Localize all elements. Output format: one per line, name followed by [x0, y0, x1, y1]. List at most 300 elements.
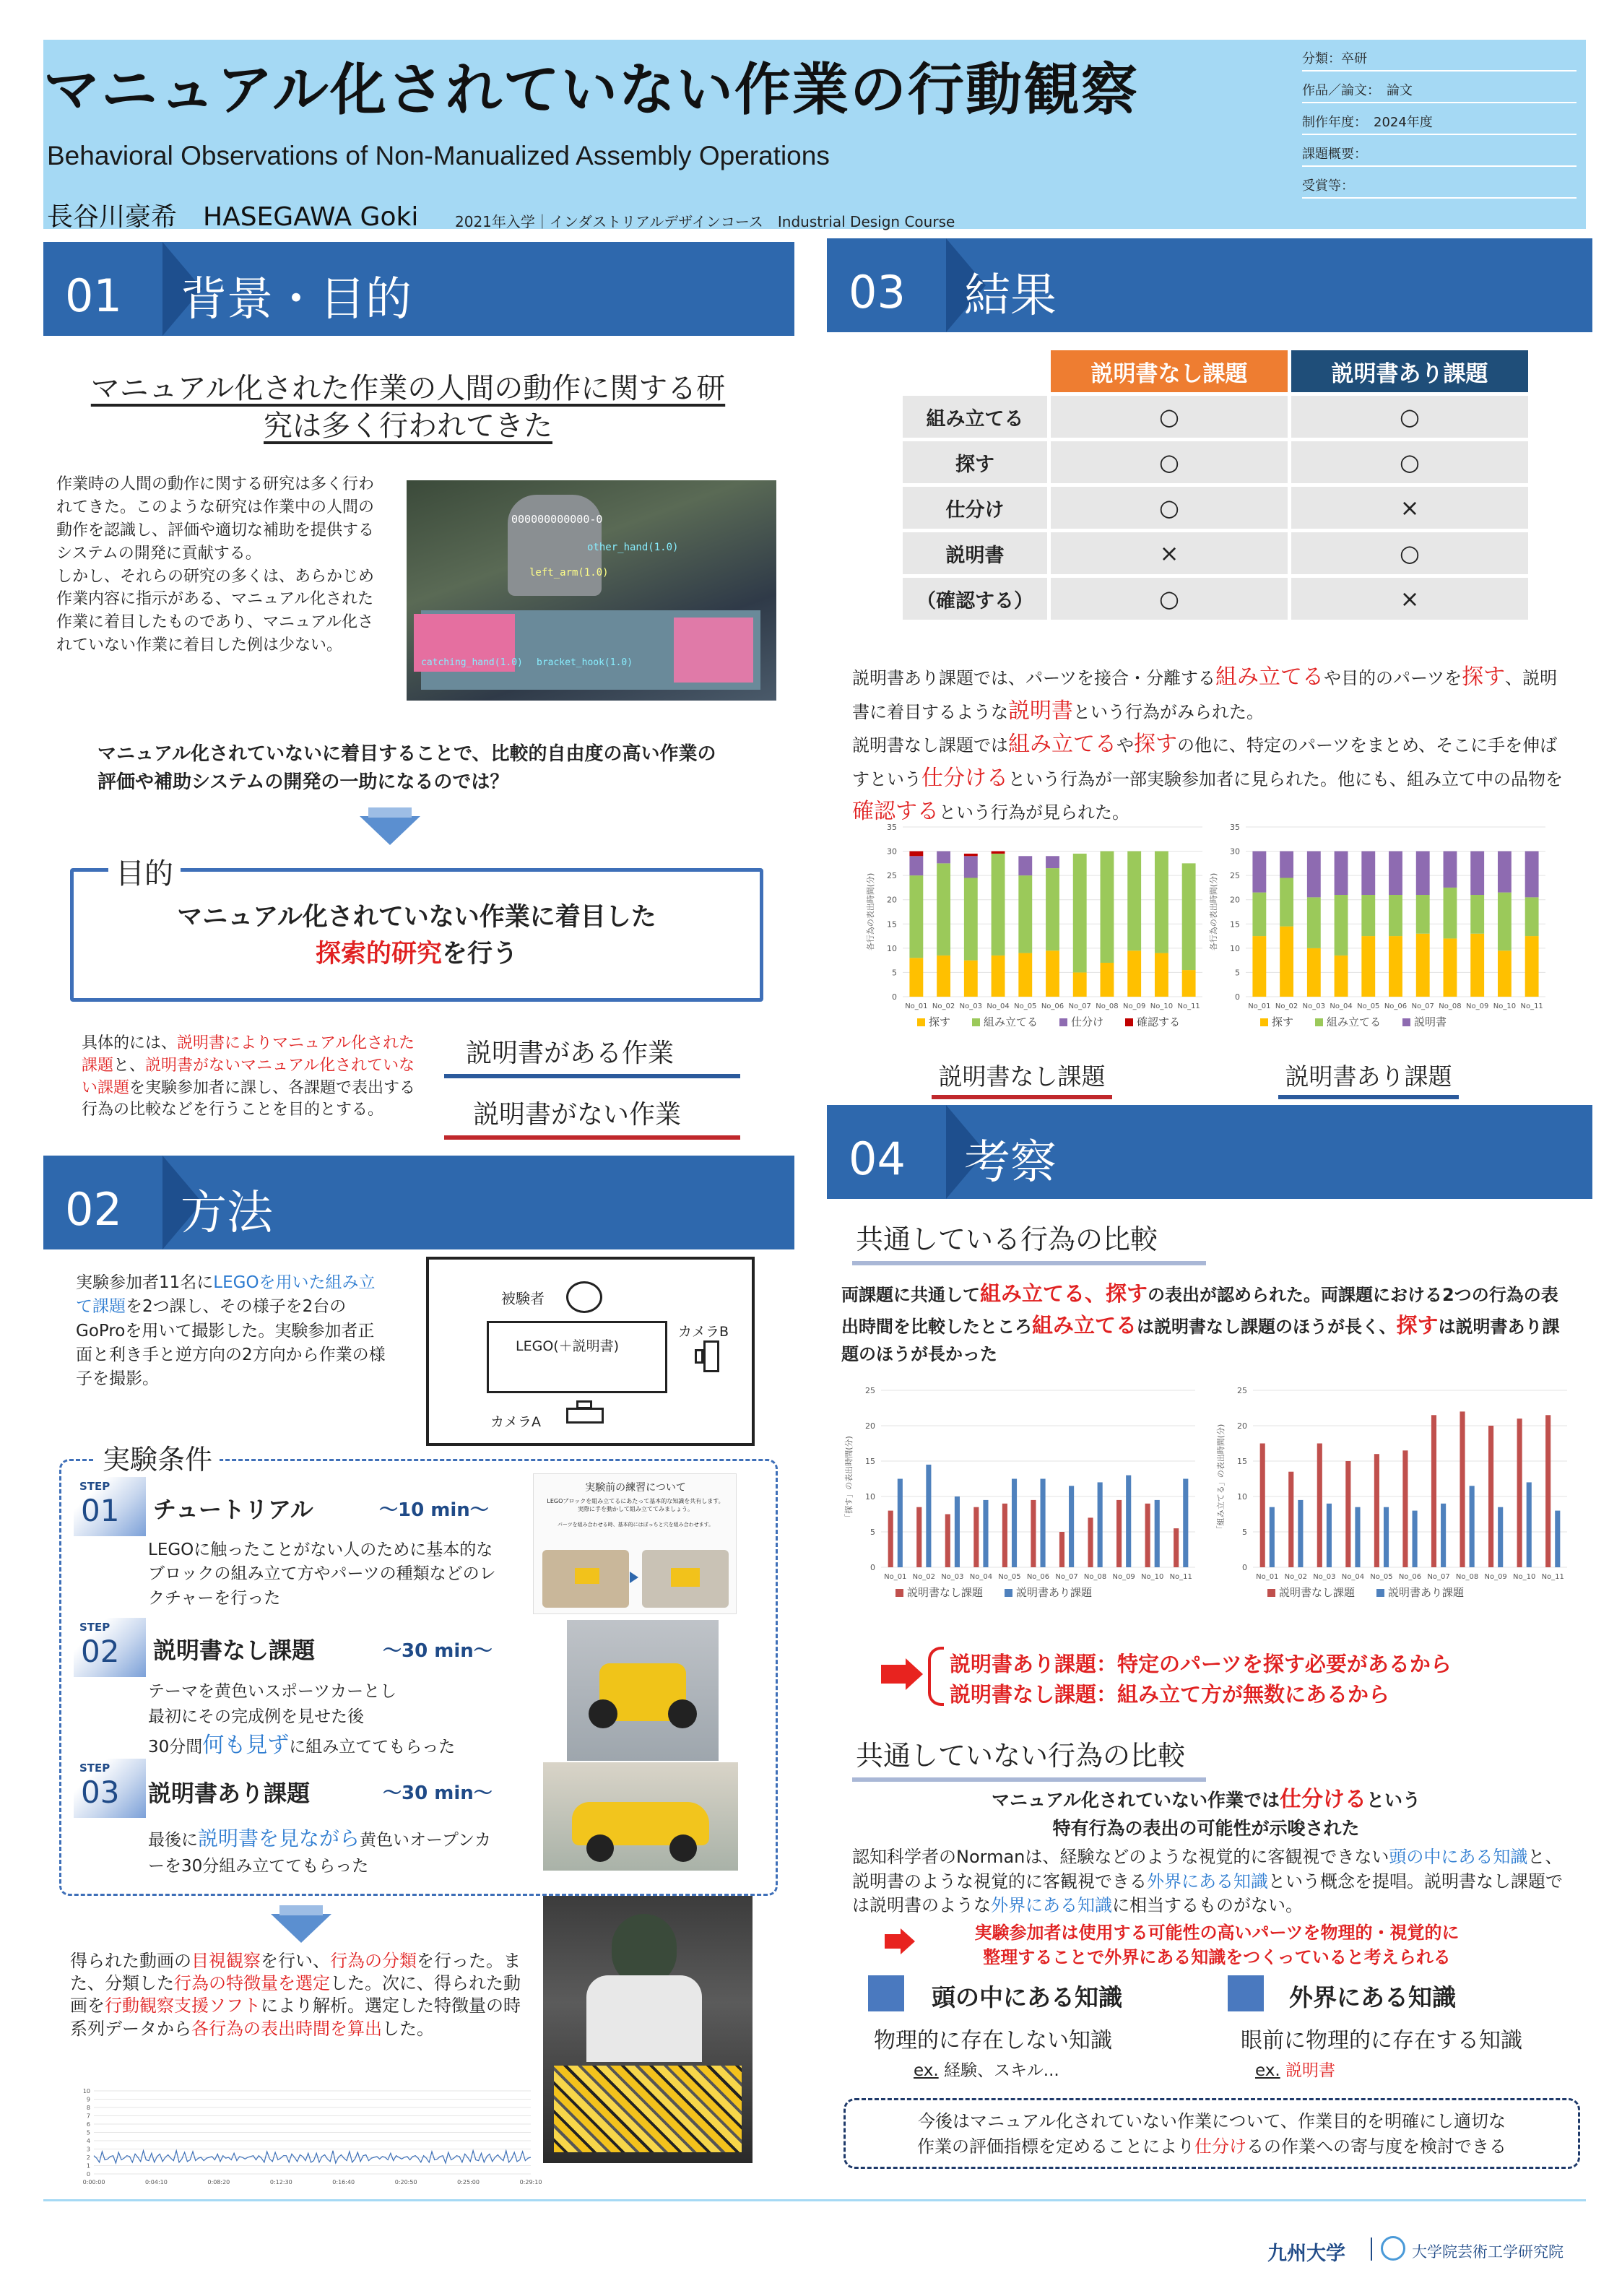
step1-desc: LEGOに触ったことがない人のために基本的なブロックの組み立て方やパーツの種類などのレクチャーを行った: [148, 1541, 496, 1608]
footer-line: [43, 2199, 1586, 2201]
x-tick-label: No_04: [1341, 1573, 1365, 1581]
text-red: 組み立てる: [1032, 1312, 1137, 1338]
bar-segment: [1470, 852, 1484, 895]
square-icon: [1228, 1975, 1264, 2011]
x-tick-label: No_01: [1256, 1573, 1279, 1581]
y-tick-label: 25: [865, 1386, 875, 1395]
x-tick-label: 0:25:00: [457, 2179, 480, 2185]
timeseries-chart: [72, 2084, 542, 2192]
y-tick-label: 20: [887, 895, 897, 905]
x-tick-label: No_09: [1112, 1573, 1135, 1581]
bar-segment: [1307, 948, 1321, 997]
bar-segment: [1335, 895, 1348, 956]
x-tick-label: No_09: [1123, 1002, 1146, 1010]
bar: [1498, 1507, 1503, 1567]
bar-segment: [992, 854, 1005, 956]
meta-box: [1296, 40, 1586, 229]
y-tick-label: 5: [1235, 968, 1240, 978]
text-red: 行動観察支援ソフト: [105, 1996, 261, 2016]
step3-desc: [148, 1824, 502, 1879]
section-title: 方法: [181, 1187, 273, 1240]
sportscar-photo: [567, 1620, 719, 1761]
bar-segment: [1444, 938, 1457, 997]
y-tick-label: 20: [1237, 1421, 1247, 1431]
title-japanese: マニュアル化されていない作業の行動観察: [43, 58, 1139, 123]
y-tick-label: 3: [86, 2146, 90, 2153]
experiment-photo: [543, 1896, 753, 2163]
bar: [1527, 1482, 1532, 1567]
x-tick-label: No_05: [998, 1573, 1021, 1581]
text: により解析。選定した特徴量の時系列データから: [70, 1996, 521, 2039]
text-red: 組み立てる: [1008, 732, 1116, 757]
practice-title: 実験前の練習について: [585, 1482, 686, 1494]
table-header-col1: 説明書なし課題: [1051, 350, 1288, 392]
y-tick-label: 35: [887, 823, 897, 832]
lego-table: [487, 1321, 667, 1393]
bar-segment: [909, 852, 923, 857]
y-tick-label: 0: [892, 992, 897, 1002]
text: 説明書あり課題では、パーツを接合・分離する: [852, 668, 1216, 688]
bar-segment: [1498, 950, 1512, 997]
x-tick-label: No_02: [1275, 1002, 1298, 1010]
bar-segment: [1155, 953, 1168, 997]
table-row: [903, 578, 1528, 620]
bar-segment: [909, 958, 923, 997]
text: 両課題に共通して: [841, 1285, 980, 1305]
bar-segment: [1416, 934, 1430, 997]
timeseries-line: [94, 2151, 531, 2163]
y-tick-label: 10: [82, 2088, 90, 2094]
bar: [1317, 1444, 1322, 1568]
pose-estimation-photo: [407, 480, 776, 701]
step3-time: 〜30 min〜: [383, 1782, 493, 1804]
x-tick-label: No_09: [1484, 1573, 1507, 1581]
step-number: 03: [81, 1775, 120, 1810]
table-cell: 組み立てる: [903, 396, 1047, 438]
stacked-chart-with-manual: [1206, 813, 1553, 1051]
pose-label: 000000000000-0: [511, 513, 603, 526]
y-tick-label: 5: [870, 1528, 875, 1537]
opencar-photo: [543, 1762, 738, 1871]
y-tick-label: 30: [887, 846, 897, 857]
table-cell: ○: [1291, 396, 1528, 438]
bar-segment: [1046, 856, 1059, 868]
x-tick-label: No_01: [884, 1573, 907, 1581]
step-tag-02: [74, 1618, 146, 1677]
down-arrow-stem: [368, 807, 412, 818]
y-tick-label: 30: [1230, 846, 1240, 857]
section-number: 03: [849, 266, 906, 319]
y-tick-label: 5: [892, 968, 897, 978]
practice-slide: [533, 1473, 737, 1614]
table-cell: 仕分け: [903, 487, 1047, 529]
right-arrow-icon: [630, 1572, 638, 1583]
text: や目的のパーツを: [1324, 668, 1462, 688]
y-tick-label: 9: [86, 2096, 90, 2103]
brace-icon: [928, 1647, 944, 1706]
x-tick-label: 0:00:00: [82, 2179, 105, 2185]
y-tick-label: 0: [870, 1563, 875, 1572]
text-red: 探す: [1134, 732, 1177, 757]
bar-segment: [909, 856, 923, 875]
legend-swatch: [1059, 1018, 1067, 1026]
step-tag-01: [74, 1477, 146, 1536]
bar-segment: [1525, 936, 1539, 997]
purpose-tail: を行う: [442, 939, 519, 969]
bar-segment: [1155, 852, 1168, 953]
legend-label: 探す: [929, 1015, 951, 1028]
lego-brick: [575, 1568, 599, 1584]
s04-sub2: 共通していない行為の比較: [852, 1733, 1206, 1782]
camera-a-icon: [566, 1408, 604, 1424]
bar: [1517, 1418, 1522, 1567]
s01-detail: [82, 1033, 428, 1122]
knowledge-world-title: 外界にある知識: [1289, 1983, 1456, 2011]
y-tick-label: 4: [86, 2138, 90, 2144]
y-tick-label: 6: [86, 2121, 90, 2128]
x-tick-label: No_07: [1427, 1573, 1450, 1581]
table-cell: ○: [1051, 396, 1288, 438]
bar: [1260, 1444, 1265, 1568]
diagram-lego-label: LEGO(＋説明書): [516, 1338, 620, 1354]
text: と、: [113, 1056, 146, 1075]
x-tick-label: No_10: [1493, 1002, 1517, 1010]
x-tick-label: No_06: [1384, 1002, 1408, 1010]
camera-a-lens: [576, 1400, 592, 1409]
bar-segment: [1335, 956, 1348, 997]
text-red: 行為の分類: [330, 1951, 417, 1971]
author: 長谷川豪希 HASEGAWA Goki: [47, 202, 419, 232]
bar-segment: [992, 852, 1005, 854]
practice-photo-1: [542, 1550, 629, 1608]
search-time-chart: [841, 1376, 1202, 1621]
bar-segment: [964, 854, 978, 856]
caption-no-manual: 説明書なし課題: [932, 1058, 1112, 1099]
bar-segment: [1361, 852, 1375, 895]
legend-label: 説明書あり課題: [1388, 1586, 1465, 1599]
s01-headline: マニュアル化された作業の人間の動作に関する研究は多く行われてきた: [90, 372, 726, 443]
text-blue: 何も見ず: [202, 1733, 290, 1758]
x-tick-label: No_08: [1455, 1573, 1479, 1581]
x-tick-label: 0:29:10: [519, 2179, 542, 2185]
reason-no-manual: 説明書なし課題：組み立て方が無数にあるから: [950, 1682, 1390, 1707]
text: 得られた動画の: [70, 1951, 191, 1971]
bar: [973, 1507, 979, 1567]
x-tick-label: No_06: [1398, 1573, 1422, 1581]
section-02-header: [43, 1156, 794, 1249]
step-label: STEP: [79, 1621, 110, 1634]
conditions-title: 実験条件: [95, 1437, 220, 1477]
bar-segment: [1498, 852, 1512, 893]
s02-body: [76, 1271, 390, 1392]
x-tick-label: No_05: [1357, 1002, 1380, 1010]
step2-time: 〜30 min〜: [383, 1640, 493, 1662]
text-red: 説明書がないマニュアル化されていない課題: [82, 1056, 415, 1097]
bar: [1413, 1511, 1418, 1567]
table-cell: ○: [1051, 441, 1288, 483]
bar-segment: [1127, 852, 1141, 951]
bar-segment: [964, 878, 978, 961]
x-tick-label: No_07: [1068, 1002, 1091, 1010]
y-tick-label: 15: [1230, 919, 1240, 930]
pose-label: other_hand(1.0): [587, 542, 679, 553]
text: した。: [382, 2018, 434, 2039]
meta-category: 分類：卒研: [1302, 40, 1577, 72]
legend-swatch: [1315, 1018, 1323, 1026]
car-wheel: [586, 1834, 614, 1862]
reason-manual: 説明書あり課題：特定のパーツを探す必要があるから: [950, 1652, 1452, 1676]
bar-segment: [1335, 852, 1348, 895]
text-red: 目視観察: [191, 1951, 261, 1971]
s01-body1: 作業時の人間の動作に関する研究は多く行われてきた。このような研究は作業中の人間の動作を認識し、評価や適切な補助を提供するシステムの開発に貢献する。: [56, 475, 375, 563]
x-tick-label: No_03: [959, 1002, 982, 1010]
camera-b-lens: [695, 1349, 703, 1364]
text-red: 各行為の表出時間を算出: [191, 2018, 382, 2039]
bar: [1327, 1504, 1332, 1567]
text: は説明書あり課題のほうが長かった: [841, 1316, 1560, 1364]
step2-title: 説明書なし課題: [153, 1637, 316, 1664]
y-tick-label: 0: [86, 2171, 90, 2178]
bar-segment: [1444, 852, 1457, 888]
bar-segment: [1101, 852, 1114, 963]
bar: [1355, 1507, 1360, 1567]
caption-with-manual: 説明書あり課題: [1278, 1058, 1459, 1099]
y-tick-label: 25: [887, 871, 897, 881]
bar-segment: [1307, 897, 1321, 948]
text: を行った。また、分類した: [70, 1951, 521, 1994]
x-tick-label: No_02: [932, 1002, 955, 1010]
pose-label: left_arm(1.0): [529, 567, 609, 579]
text-red: 仕分ける: [1280, 1787, 1366, 1812]
ex-label: ex.: [1255, 2061, 1280, 2080]
y-tick-label: 0: [1235, 992, 1240, 1002]
bar: [888, 1511, 893, 1567]
bar: [1384, 1507, 1389, 1567]
table-cell: ×: [1051, 532, 1288, 574]
bar-segment: [1280, 927, 1293, 997]
down-arrow-icon: [360, 816, 420, 845]
x-tick-label: No_09: [1466, 1002, 1489, 1010]
bar-segment: [1307, 852, 1321, 898]
arrow-right-icon: [885, 1934, 901, 1949]
meta-summary: 課題概要：: [1302, 135, 1577, 167]
bar: [1545, 1415, 1551, 1567]
s02-video-text: [70, 1950, 536, 2040]
x-tick-label: No_07: [1411, 1002, 1434, 1010]
legend-label: 説明書あり課題: [1016, 1586, 1093, 1599]
bar: [1555, 1511, 1560, 1567]
bar-segment: [1018, 953, 1032, 997]
bar-segment: [1444, 888, 1457, 939]
text-blue: 外界にある知識: [1147, 1871, 1268, 1892]
x-tick-label: No_11: [1520, 1002, 1543, 1010]
purpose-line1: マニュアル化されていない作業に着目した: [177, 903, 656, 932]
text: 認知科学者のNormanは、経験などのような視覚的に客観視できない: [852, 1847, 1389, 1867]
text: 30分間: [148, 1738, 203, 1756]
s01-body2: しかし、それらの研究の多くは、あらかじめ作業内容に指示がある、マニュアル化された作業に着目したものであり、マニュアル化されていない作業に着目した例は少ない。: [56, 567, 375, 655]
x-tick-label: No_06: [1041, 1002, 1064, 1010]
legend-swatch: [1267, 1589, 1275, 1597]
y-tick-label: 15: [887, 919, 897, 930]
table-cell: ×: [1291, 487, 1528, 529]
knowledge-world-desc: 眼前に物理的に存在する知識: [1241, 2028, 1522, 2053]
bar: [1345, 1461, 1350, 1567]
table-cell: 探す: [903, 441, 1047, 483]
y-axis-label: 各行為の表出時間(分): [1209, 872, 1218, 951]
text-red: 説明書によりマニュアル化された課題: [82, 1034, 415, 1075]
section-number: 01: [65, 269, 122, 322]
legend-swatch: [917, 1018, 925, 1026]
bar-segment: [1389, 936, 1402, 997]
x-tick-label: No_03: [1302, 1002, 1325, 1010]
y-tick-label: 5: [1242, 1528, 1247, 1537]
text: LEGOブロックを組み立てるにあたって基本的な知識を共有します。: [547, 1498, 724, 1504]
text: 整理することで外界にある知識をつくっていると考えられる: [983, 1946, 1451, 1967]
bar-segment: [1252, 936, 1266, 997]
legend-swatch: [895, 1589, 903, 1597]
step1-title: チュートリアル: [153, 1496, 313, 1523]
text-blue: 頭の中にある知識: [1389, 1847, 1528, 1867]
y-tick-label: 7: [86, 2113, 90, 2120]
bar-segment: [1361, 936, 1375, 997]
text-red: 仕分ける: [921, 765, 1008, 791]
purpose-text: [70, 899, 763, 973]
table-cell: 説明書: [903, 532, 1047, 574]
bar: [1059, 1532, 1064, 1567]
table-corner: [903, 350, 1047, 392]
text: 今後はマニュアル化されていない作業について、作業目的を明確にし適切な: [917, 2111, 1506, 2131]
bar: [1288, 1472, 1293, 1567]
down-arrow-icon: [271, 1914, 331, 1943]
bar: [1431, 1415, 1436, 1567]
bar: [945, 1515, 950, 1568]
results-table: [899, 347, 1532, 623]
purpose-label: 目的: [108, 851, 181, 892]
text: 説明書なし課題では: [852, 735, 1008, 755]
text-red: 組み立てる: [1215, 664, 1324, 690]
legend-label: 説明書なし課題: [907, 1586, 984, 1599]
legend-swatch: [1125, 1018, 1133, 1026]
x-tick-label: No_10: [1141, 1573, 1164, 1581]
pose-label: catching_hand(1.0): [421, 657, 523, 668]
practice-text: [541, 1497, 730, 1513]
section-number: 02: [65, 1183, 122, 1236]
y-tick-label: 1: [86, 2162, 90, 2170]
x-tick-label: No_02: [1284, 1573, 1307, 1581]
bar-segment: [937, 852, 950, 864]
text: 、説明書に着目するような: [852, 668, 1558, 722]
x-tick-label: No_11: [1169, 1573, 1192, 1581]
table-cell: ○: [1051, 487, 1288, 529]
section-04-header: [827, 1105, 1592, 1199]
legend-swatch: [1260, 1018, 1268, 1026]
bar: [926, 1465, 931, 1567]
step-label: STEP: [79, 1480, 110, 1493]
legend-swatch: [1376, 1589, 1384, 1597]
knowledge-head-desc: 物理的に存在しない知識: [874, 2028, 1112, 2053]
bar: [1183, 1479, 1188, 1568]
text: 具体的には、: [82, 1034, 178, 1052]
bar-segment: [1101, 963, 1114, 997]
legend-label: 探す: [1272, 1015, 1294, 1028]
text: の表出が認められた。両課題における2つの行為の表出時間を比較したところ: [841, 1285, 1558, 1337]
section-number: 04: [849, 1132, 906, 1185]
bar-segment: [1470, 895, 1484, 934]
bar: [1116, 1500, 1122, 1567]
x-tick-label: No_06: [1026, 1573, 1050, 1581]
x-tick-label: No_08: [1439, 1002, 1462, 1010]
bar: [1374, 1454, 1379, 1567]
bar-segment: [909, 875, 923, 958]
text: という行為が一部実験参加者に見られた。他にも、組み立て中の品物を: [1008, 768, 1563, 789]
stacked-chart-no-manual: [863, 813, 1210, 1051]
text: という行為が見られた。: [939, 802, 1129, 823]
table-cell: ○: [1051, 578, 1288, 620]
step-number: 02: [81, 1634, 120, 1669]
text: 実際に手を動かして組み立ててみましょう。: [578, 1506, 693, 1513]
table-cell: ○: [1291, 532, 1528, 574]
legend-label: 組み立てる: [984, 1015, 1038, 1028]
section-01-header: [43, 242, 794, 336]
s04-claim: [921, 1921, 1513, 1970]
text-red: 探す: [1396, 1312, 1439, 1338]
diagram-subject-label: 被験者: [501, 1290, 545, 1307]
text: 特有行為の表出の可能性が示唆された: [1052, 1817, 1360, 1839]
y-tick-label: 35: [1230, 823, 1240, 832]
bar-segment: [1389, 852, 1402, 895]
text-blue: LEGOを用いた組み立て課題: [76, 1273, 376, 1317]
knowledge-head-title: 頭の中にある知識: [932, 1983, 1122, 2011]
bar-segment: [992, 956, 1005, 997]
text-red: 説明書: [1008, 698, 1073, 724]
text: は説明書なし課題のほうが長く、: [1137, 1316, 1397, 1337]
bar: [1098, 1482, 1103, 1567]
bar: [1145, 1504, 1150, 1567]
lego-pile: [554, 2066, 742, 2152]
text-red: 探す: [1462, 664, 1506, 690]
x-tick-label: No_11: [1541, 1573, 1564, 1581]
section-title: 背景・目的: [181, 273, 412, 326]
bar-segment: [1525, 852, 1539, 898]
course-info: 2021年入学｜インダストリアルデザインコース Industrial Design Course: [455, 213, 955, 230]
step-label: STEP: [79, 1762, 110, 1775]
bar-segment: [1252, 893, 1266, 936]
s04-norman: [852, 1845, 1574, 1918]
legend-label: 仕分け: [1071, 1015, 1104, 1028]
x-tick-label: No_04: [986, 1002, 1010, 1010]
meta-type: 作品／論文： 論文: [1302, 72, 1577, 103]
section-title: 考察: [964, 1136, 1057, 1190]
school-logo-icon: [1381, 2236, 1405, 2261]
text: 黄色いオープンカーを30分組み立ててもらった: [148, 1831, 491, 1876]
assemble-time-chart: [1213, 1376, 1574, 1621]
x-tick-label: 0:08:20: [207, 2179, 230, 2185]
bar: [1041, 1479, 1046, 1568]
y-axis-label: 「探す」の表出時間(分): [844, 1436, 854, 1522]
text: を2つ課し、その様子を2台のGoProを用いて撮影した。実験参加者正面と利き手と逆方向の2方向から作業の様子を撮影。: [76, 1297, 386, 1389]
bar-segment: [964, 961, 978, 997]
legend-label: 組み立てる: [1327, 1015, 1382, 1028]
x-tick-label: No_08: [1083, 1573, 1107, 1581]
y-tick-label: 10: [1230, 943, 1240, 953]
bar: [1488, 1426, 1493, 1567]
bar: [1155, 1500, 1160, 1567]
y-tick-label: 15: [1237, 1457, 1247, 1466]
legend-label: 説明書: [1414, 1015, 1447, 1028]
step3-title: 説明書あり課題: [148, 1780, 311, 1807]
y-tick-label: 10: [1237, 1492, 1247, 1502]
text: という概念を提唱。説明書なし課題では説明書のような: [852, 1871, 1563, 1916]
